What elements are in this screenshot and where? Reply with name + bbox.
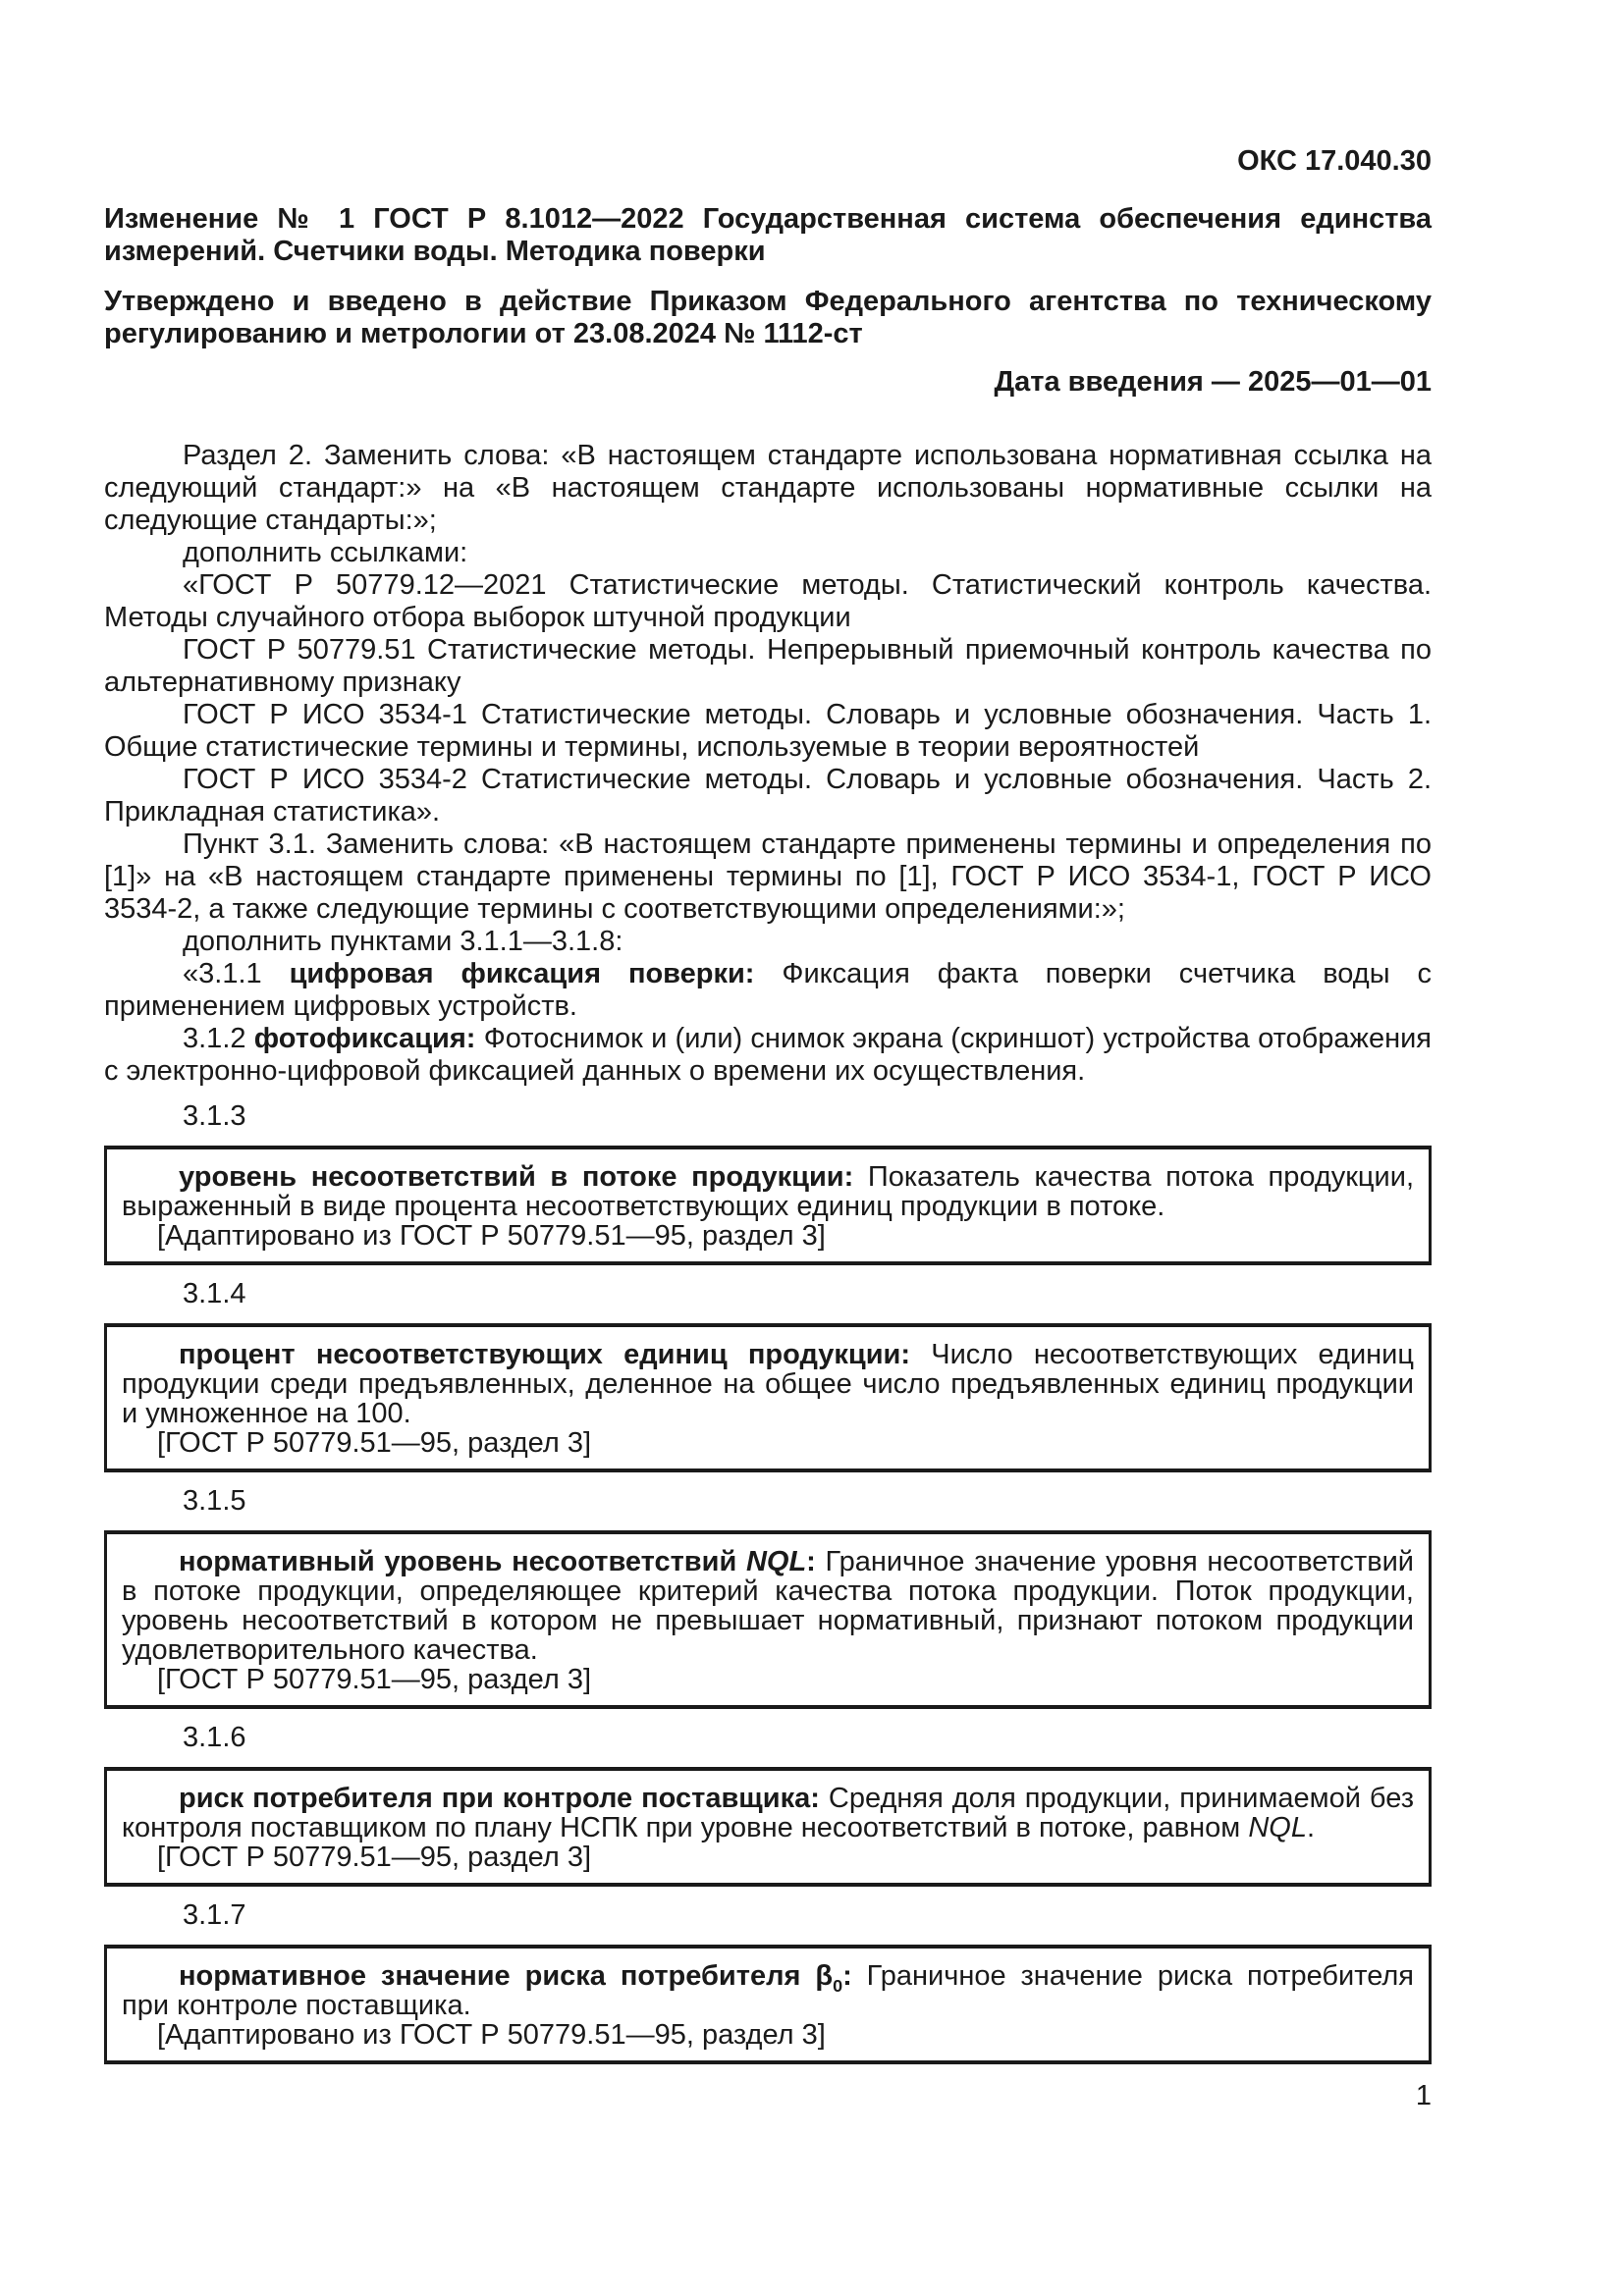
amendment-title: Изменение № 1 ГОСТ Р 8.1012—2022 Государственная система обеспечения единства измерений. Счетчики воды. Методика поверки xyxy=(104,203,1432,267)
definition-paragraph xyxy=(122,1340,1414,1428)
definition-symbol-nql: NQL xyxy=(1248,1812,1307,1843)
source-reference: [Адаптировано из ГОСТ Р 50779.51—95, раздел 3] xyxy=(157,1220,826,1252)
source-reference: [ГОСТ Р 50779.51—95, раздел 3] xyxy=(157,1427,592,1459)
defined-term: уровень несоответствий в потоке продукции: xyxy=(179,1161,854,1193)
approval-note: Утверждено и введено в действие Приказом Федерального агентства по техническому регулированию и метрологии от 23.08.2024 № 1112-ст xyxy=(104,286,1432,349)
section-label-3-1-7: 3.1.7 xyxy=(183,1899,246,1931)
defined-term: фотофиксация: xyxy=(253,1023,476,1054)
definition-paragraph xyxy=(122,1162,1414,1221)
defined-term: риск потребителя при контроле поставщика: xyxy=(179,1783,820,1814)
term-text: нормативный уровень несоответствий xyxy=(179,1546,746,1577)
definition-period: . xyxy=(1306,1812,1316,1843)
page-content xyxy=(104,0,1432,2112)
page-number: 1 xyxy=(1415,2080,1432,2111)
definition-text: Фотоснимок и (или) снимок экрана (скриншот) устройства отображения с электронно-цифровой фиксацией данных о времени их осуществления. xyxy=(104,1023,1432,1087)
defined-term xyxy=(179,1546,816,1577)
effective-date: Дата введения — 2025—01—01 xyxy=(994,366,1432,398)
paragraph-add-references: дополнить ссылками: xyxy=(183,537,468,568)
source-reference: [ГОСТ Р 50779.51—95, раздел 3] xyxy=(157,1842,592,1873)
section-label-3-1-5: 3.1.5 xyxy=(183,1485,246,1517)
term-symbol-beta: β xyxy=(815,1960,834,1992)
paragraph-gost-50779-12: «ГОСТ Р 50779.12—2021 Статистические методы. Статистический контроль качества. Методы случайного отбора выборок штучной продукции xyxy=(104,569,1432,633)
definition-text: Показатель качества потока продукции, выраженный в виде процента несоответствующих единиц продукции в потоке. xyxy=(122,1161,1414,1222)
definition-text: Число несоответствующих единиц продукции среди предъявленных, деленное на общее число предъявленных единиц продукции и умноженное на 100. xyxy=(122,1339,1414,1429)
paragraph-gost-50779-51: ГОСТ Р 50779.51 Статистические методы. Непрерывный приемочный контроль качества по альтернативному признаку xyxy=(104,634,1432,698)
paragraph-clause-3-1: Пункт 3.1. Заменить слова: «В настоящем стандарте применены термины и определения по [1]» на «В настоящем стандарте применены термины по [1], ГОСТ Р ИСО 3534-1, ГОСТ Р ИСО 3534-2, а также следующие термины с соответствующими определениями:»; xyxy=(104,828,1432,925)
definition-box-3-1-6 xyxy=(104,1767,1432,1887)
paragraph-add-clauses: дополнить пунктами 3.1.1—3.1.8: xyxy=(183,926,623,957)
paragraph-gost-iso-3534-2: ГОСТ Р ИСО 3534-2 Статистические методы. Словарь и условные обозначения. Часть 2. Прикладная статистика». xyxy=(104,764,1432,828)
section-label-3-1-6: 3.1.6 xyxy=(183,1722,246,1753)
oks-code: ОКС 17.040.30 xyxy=(1237,145,1432,177)
definition-text: Средняя доля продукции, принимаемой без контроля поставщиком по плану НСПК при уровне несоответствий в потоке, равном xyxy=(122,1783,1414,1843)
term-text: нормативное значение риска потребителя xyxy=(179,1960,816,1992)
definition-paragraph xyxy=(122,1547,1414,1665)
term-symbol-nql: NQL xyxy=(745,1546,807,1577)
definition-text: Граничное значение уровня несоответствий в потоке продукции, определяющее критерий качества потока продукции. Поток продукции, уровень несоответствий в котором не превышает нормативный, признают потоком продукции удовлетворительного качества. xyxy=(122,1546,1414,1666)
definition-box-3-1-5 xyxy=(104,1530,1432,1709)
source-reference: [Адаптировано из ГОСТ Р 50779.51—95, раздел 3] xyxy=(157,2019,826,2051)
defined-term: цифровая фиксация поверки: xyxy=(289,958,755,989)
definition-box-3-1-7 xyxy=(104,1945,1432,2064)
defined-term xyxy=(179,1960,852,1996)
definition-box-3-1-4 xyxy=(104,1323,1432,1472)
section-label-3-1-3: 3.1.3 xyxy=(183,1100,246,1132)
paragraph-3-1-1 xyxy=(104,958,1432,1023)
paragraph-3-1-2 xyxy=(104,1023,1432,1088)
paragraph-section-2: Раздел 2. Заменить слова: «В настоящем стандарте использована нормативная ссылка на следующий стандарт:» на «В настоящем стандарте использованы нормативные ссылки на следующие стандарты:»; xyxy=(104,440,1432,536)
term-symbol-subscript: 0 xyxy=(833,1975,843,1996)
definition-paragraph xyxy=(122,1961,1414,2020)
definition-text: Фиксация факта поверки счетчика воды с применением цифровых устройств. xyxy=(104,958,1433,1022)
term-colon: : xyxy=(806,1546,816,1577)
definition-paragraph xyxy=(122,1784,1414,1842)
paragraph-gost-iso-3534-1: ГОСТ Р ИСО 3534-1 Статистические методы. Словарь и условные обозначения. Часть 1. Общие статистические термины и термины, используемые в теории вероятностей xyxy=(104,699,1432,763)
definition-box-3-1-3 xyxy=(104,1146,1432,1265)
clause-number: «3.1.1 xyxy=(183,958,290,989)
definition-text: Граничное значение риска потребителя при контроле поставщика. xyxy=(122,1960,1414,2021)
defined-term: процент несоответствующих единиц продукции: xyxy=(179,1339,911,1370)
source-reference: [ГОСТ Р 50779.51—95, раздел 3] xyxy=(157,1664,592,1695)
clause-number: 3.1.2 xyxy=(183,1023,254,1054)
section-label-3-1-4: 3.1.4 xyxy=(183,1278,246,1309)
term-colon: : xyxy=(842,1960,852,1992)
